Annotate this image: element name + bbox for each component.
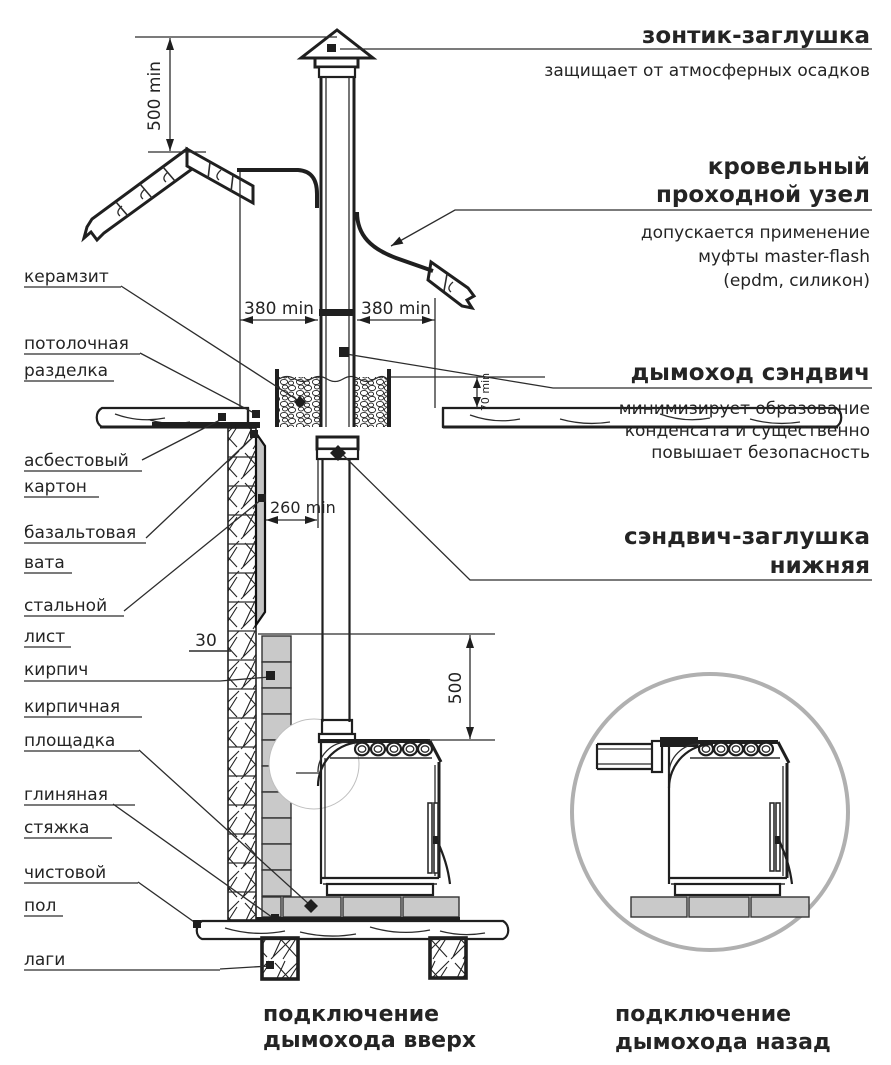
dim-70min (391, 377, 545, 408)
label-asbestos-1: асбестовый (24, 451, 129, 471)
joists (262, 938, 466, 979)
dim-text-380-right: 380 min (361, 299, 431, 319)
label-ceiling-cutout-2: разделка (24, 361, 109, 381)
inset-back-connection (572, 674, 848, 950)
callout-roof-title-2: проходной узел (656, 182, 870, 208)
callout-umbrella-title: зонтик-заглушка (642, 23, 870, 49)
stove-burner-rings (355, 743, 432, 756)
dim-260min (266, 460, 318, 528)
callout-plug-title-1: сэндвич-заглушка (623, 524, 870, 550)
dim-text-260min: 260 min (270, 498, 336, 517)
label-asbestos-2: картон (24, 477, 87, 497)
label-ceiling-cutout-1: потолочная (24, 334, 129, 354)
left-labels (24, 267, 220, 970)
dim-text-500: 500 (446, 671, 466, 705)
caption-inset-line-2: дымохода назад (615, 1030, 831, 1055)
label-clay-1: глиняная (24, 785, 108, 805)
callout-roof-desc-1: допускается применение (640, 223, 870, 243)
callout-roof-title-1: кровельный (707, 154, 870, 180)
label-steel-2: лист (24, 627, 66, 647)
label-brick: кирпич (24, 660, 89, 680)
dim-text-70min: 70 min (479, 372, 492, 412)
label-basalt-2: вата (24, 553, 65, 573)
label-floor-1: чистовой (24, 863, 107, 883)
dim-text-500min: 500 min (145, 61, 165, 131)
inset-brick-platform (631, 897, 809, 917)
roof (84, 149, 474, 308)
caption-inset (615, 1002, 831, 1055)
pipe-joint (319, 309, 355, 316)
umbrella-cap (301, 30, 373, 58)
caption-main-line-1: подключение (263, 1002, 440, 1027)
roof-flashing (237, 170, 433, 271)
callout-sandwich-title: дымоход сэндвич (630, 360, 870, 386)
right-callouts (544, 23, 870, 579)
label-floor-2: пол (24, 896, 57, 916)
label-steel-1: стальной (24, 596, 108, 616)
callout-sandwich-desc-1: минимизирует образование (618, 399, 870, 419)
label-joists: лаги (24, 950, 66, 970)
callout-sandwich-desc-3: повышает безопасность (651, 443, 870, 463)
caption-main (263, 1002, 476, 1053)
label-basalt-1: базальтовая (24, 523, 137, 543)
caption-inset-line-1: подключение (615, 1002, 792, 1027)
chimney-pipe (301, 30, 373, 722)
leader-markers (193, 237, 403, 969)
dim-text-380-left: 380 min (244, 299, 314, 319)
label-keramzit: керамзит (24, 267, 109, 287)
callout-plug-title-2: нижняя (769, 553, 870, 579)
callout-roof-desc-3: (epdm, силикон) (723, 271, 870, 291)
wall-column (228, 428, 256, 920)
callout-umbrella-desc: защищает от атмосферных осадков (544, 61, 870, 81)
callout-roof-desc-2: муфты master-flash (698, 247, 870, 267)
sandwich-bottom-plug (317, 437, 358, 461)
label-clay-2: стяжка (24, 818, 90, 838)
label-brick-pad-2: площадка (24, 731, 116, 751)
brick-platform (262, 897, 459, 917)
callout-sandwich-desc-2: конденсата и существенно (624, 421, 870, 441)
caption-main-line-2: дымохода вверх (263, 1028, 477, 1053)
steel-sheet-shield (256, 433, 265, 625)
label-brick-pad-1: кирпичная (24, 697, 121, 717)
dim-text-30: 30 (195, 631, 217, 651)
